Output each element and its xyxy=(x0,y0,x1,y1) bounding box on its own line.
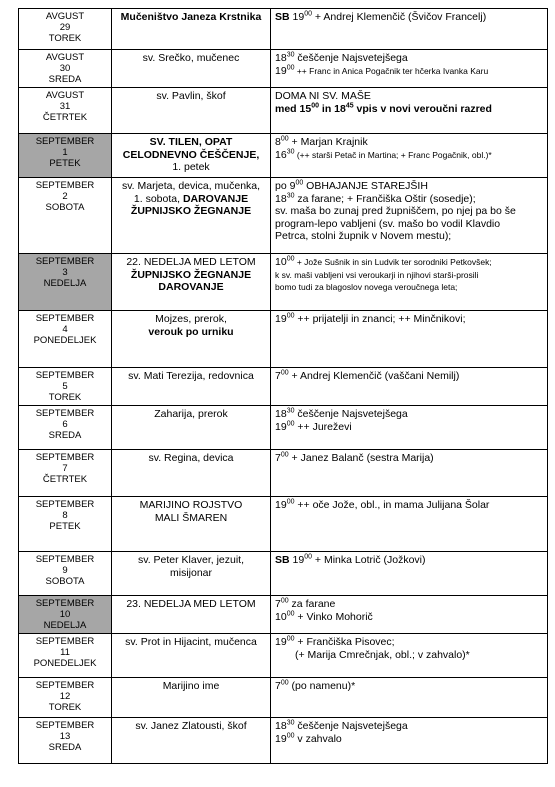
intentions-cell xyxy=(271,450,548,497)
intentions-cell xyxy=(271,596,548,634)
schedule-row xyxy=(19,311,548,368)
weekday-label: SREDA xyxy=(48,742,82,753)
schedule-row xyxy=(19,50,548,88)
text-segment: sv. Prot in Hijacint, mučenca xyxy=(125,636,257,648)
text-segment: in 18 xyxy=(318,102,346,115)
feast-cell xyxy=(112,134,271,178)
text-segment: + Frančiška Pisovec; xyxy=(294,636,395,648)
time-minutes: 00 xyxy=(304,10,312,18)
time-minutes: 00 xyxy=(286,420,295,427)
weekday-label: ČETRTEK xyxy=(42,112,88,123)
schedule-row xyxy=(19,497,548,552)
schedule-row xyxy=(19,678,548,718)
schedule-row xyxy=(19,450,548,497)
schedule-rows xyxy=(19,9,548,764)
text-segment: MARIJINO ROJSTVO xyxy=(139,499,243,511)
feast-line xyxy=(116,180,266,193)
text-segment: 7 xyxy=(275,680,281,692)
text-segment: sv. Regina, devica xyxy=(148,452,234,464)
day-number: 3 xyxy=(62,267,68,278)
time-minutes: 45 xyxy=(345,102,354,109)
intention-line xyxy=(275,149,543,162)
feast-line xyxy=(116,598,266,611)
date-cell xyxy=(19,368,112,406)
weekday-label: SREDA xyxy=(48,430,82,441)
day-number: 8 xyxy=(62,510,68,521)
text-segment: 7 xyxy=(275,370,281,382)
intention-line xyxy=(275,256,543,269)
time-minutes: 00 xyxy=(286,498,295,506)
text-segment: 10 xyxy=(275,256,287,268)
intention-line xyxy=(275,313,543,326)
feast-cell xyxy=(112,88,271,134)
weekday-label: PETEK xyxy=(49,521,81,532)
intention-line xyxy=(275,193,543,206)
text-segment: češčenje Najsvetejšega xyxy=(294,52,408,64)
text-segment: + Marjan Krajnik xyxy=(288,136,368,148)
intention-line xyxy=(275,218,543,231)
schedule-row xyxy=(19,406,548,450)
text-segment: 19 xyxy=(275,64,287,77)
text-segment: 19 xyxy=(289,554,305,566)
feast-line xyxy=(116,161,266,174)
text-segment: SV. TILEN, OPAT xyxy=(149,136,233,148)
month-label: AVGUST xyxy=(45,11,85,22)
month-label: SEPTEMBER xyxy=(35,720,95,731)
text-segment: v zahvalo xyxy=(294,732,342,745)
time-minutes: 00 xyxy=(280,597,289,605)
intention-line xyxy=(275,103,543,116)
schedule-row xyxy=(19,634,548,678)
text-segment: (po namenu)* xyxy=(288,680,356,692)
text-segment: sv. Marjeta, devica, mučenka, xyxy=(121,180,261,192)
text-segment: ++ prijatelji in znanci; ++ Minčnikovi; xyxy=(294,313,466,325)
date-cell xyxy=(19,311,112,368)
text-segment: Mojzes, prerok, xyxy=(155,313,227,325)
intention-line xyxy=(275,11,543,24)
time-minutes: 00 xyxy=(311,102,319,109)
month-label: SEPTEMBER xyxy=(35,180,95,191)
text-segment: 7 xyxy=(275,452,281,464)
feast-cell xyxy=(112,497,271,552)
day-number: 31 xyxy=(59,101,71,112)
text-segment: sv. Janez Zlatousti, škof xyxy=(135,720,247,732)
text-segment: češčenje Najsvetejšega xyxy=(294,720,408,732)
text-segment: 18 xyxy=(275,192,287,205)
intentions-cell xyxy=(271,678,548,718)
text-segment: + Minka Lotrič (Jožkovi) xyxy=(312,554,426,566)
text-segment: 19 xyxy=(289,11,305,23)
feast-cell xyxy=(112,596,271,634)
weekday-label: PETEK xyxy=(49,158,81,169)
text-segment: med 15 xyxy=(275,102,312,115)
text-segment: + Andrej Klemenčič (Švičov Francelj) xyxy=(312,11,487,23)
intention-line xyxy=(275,680,543,693)
intention-line xyxy=(275,636,543,649)
month-label: AVGUST xyxy=(45,52,85,63)
intention-line xyxy=(275,554,543,567)
text-segment: 18 xyxy=(275,52,287,64)
day-number: 13 xyxy=(59,731,71,742)
time-minutes: 00 xyxy=(286,312,295,320)
feast-line xyxy=(116,326,266,339)
feast-cell xyxy=(112,634,271,678)
text-segment: DAROVANJE xyxy=(182,192,249,205)
text-segment: + Vinko Mohorič xyxy=(294,610,373,623)
feast-line xyxy=(116,680,266,693)
intention-line xyxy=(275,408,543,421)
day-number: 12 xyxy=(59,691,71,702)
text-segment: k sv. maši vabljeni vsi veroukarji in njihovi starši-prosili xyxy=(275,269,479,280)
schedule-row xyxy=(19,178,548,254)
text-segment: ŽUPNIJSKO ŽEGNANJE xyxy=(130,205,252,217)
weekday-label: ČETRTEK xyxy=(42,474,88,485)
feast-line xyxy=(116,205,266,218)
intentions-cell xyxy=(271,254,548,311)
month-label: SEPTEMBER xyxy=(35,598,95,609)
text-segment: bomo tudi za blagoslov novega veroučnega leta; xyxy=(275,282,458,292)
feast-line xyxy=(116,52,266,65)
intention-line xyxy=(275,499,543,512)
intention-line xyxy=(275,65,543,78)
text-segment: 19 xyxy=(275,499,287,511)
schedule-row xyxy=(19,596,548,634)
intention-line xyxy=(275,52,543,65)
intention-line xyxy=(275,598,543,611)
time-minutes: 00 xyxy=(286,732,295,739)
month-label: AVGUST xyxy=(45,90,85,101)
month-label: SEPTEMBER xyxy=(35,680,95,691)
parish-schedule-table xyxy=(18,8,548,764)
text-segment: 1. petek xyxy=(172,161,210,173)
text-segment: program-lepo vabljeni (sv. mašo bo vodil Klavdio xyxy=(275,217,501,230)
intentions-cell xyxy=(271,9,548,50)
date-cell xyxy=(19,596,112,634)
feast-cell xyxy=(112,9,271,50)
feast-cell xyxy=(112,678,271,718)
intention-line xyxy=(275,205,543,218)
feast-line xyxy=(116,11,266,24)
intention-line xyxy=(275,180,543,193)
time-minutes: 00 xyxy=(286,610,295,617)
day-number: 7 xyxy=(62,463,68,474)
day-number: 10 xyxy=(59,609,71,620)
text-segment: 18 xyxy=(275,720,287,732)
text-segment: 18 xyxy=(275,408,287,420)
feast-cell xyxy=(112,406,271,450)
date-cell xyxy=(19,134,112,178)
text-segment: 19 xyxy=(275,636,287,648)
text-segment: + Jože Sušnik in sin Ludvik ter sorodniki Petkovšek; xyxy=(294,257,492,267)
day-number: 11 xyxy=(60,647,70,658)
intentions-cell xyxy=(271,88,548,134)
feast-line xyxy=(116,256,266,269)
schedule-row xyxy=(19,9,548,50)
text-segment: SB xyxy=(275,554,290,566)
month-label: SEPTEMBER xyxy=(35,499,95,510)
text-segment: DAROVANJE xyxy=(158,281,224,293)
date-cell xyxy=(19,178,112,254)
intention-line xyxy=(275,269,543,282)
time-minutes: 00 xyxy=(280,679,289,687)
text-segment: sv. maša bo zunaj pred župniščem, po njej pa bo še xyxy=(275,205,516,217)
text-segment: 19 xyxy=(275,732,287,745)
feast-cell xyxy=(112,254,271,311)
time-minutes: 30 xyxy=(286,192,295,199)
feast-line xyxy=(116,313,266,326)
weekday-label: TOREK xyxy=(48,702,82,713)
time-minutes: 00 xyxy=(280,451,289,459)
schedule-row xyxy=(19,552,548,596)
text-segment: Mučeništvo Janeza Krstnika xyxy=(120,11,262,23)
text-segment: verouk po urniku xyxy=(148,325,234,338)
text-segment: sv. Srečko, mučenec xyxy=(142,52,240,64)
intentions-cell xyxy=(271,311,548,368)
date-cell xyxy=(19,450,112,497)
time-minutes: 30 xyxy=(286,407,295,415)
intentions-cell xyxy=(271,497,548,552)
intention-line xyxy=(275,370,543,383)
month-label: SEPTEMBER xyxy=(35,370,95,381)
text-segment: CELODNEVNO ČEŠČENJE, xyxy=(122,148,260,161)
day-number: 9 xyxy=(62,565,68,576)
text-segment: (++ starši Petač in Martina; + Franc Pogačnik, obl.)* xyxy=(294,149,492,160)
text-segment: 16 xyxy=(275,148,287,161)
feast-line xyxy=(116,149,266,162)
text-segment: sv. Pavlin, škof xyxy=(156,90,226,102)
feast-line xyxy=(116,136,266,149)
text-segment: Zaharija, prerok xyxy=(154,408,228,420)
text-segment: DOMA NI SV. MAŠE xyxy=(275,90,371,102)
weekday-label: PONEDELJEK xyxy=(33,658,97,669)
feast-cell xyxy=(112,50,271,88)
feast-line xyxy=(116,193,266,206)
day-number: 1 xyxy=(62,147,68,158)
weekday-label: SOBOTA xyxy=(45,576,85,587)
weekday-label: TOREK xyxy=(48,392,82,403)
text-segment: Marijino ime xyxy=(162,680,220,692)
weekday-label: NEDELJA xyxy=(43,278,87,289)
intentions-cell xyxy=(271,406,548,450)
text-segment: 10 xyxy=(275,610,287,623)
weekday-label: SOBOTA xyxy=(45,202,85,213)
time-minutes: 00 xyxy=(286,635,295,643)
text-segment: sv. Mati Terezija, redovnica xyxy=(128,370,254,382)
feast-cell xyxy=(112,450,271,497)
intention-line xyxy=(275,281,543,294)
feast-line xyxy=(116,408,266,421)
intention-line xyxy=(275,733,543,746)
date-cell xyxy=(19,50,112,88)
feast-line xyxy=(116,720,266,733)
text-segment: + Andrej Klemenčič (vaščani Nemilj) xyxy=(288,370,460,382)
intentions-cell xyxy=(271,50,548,88)
day-number: 6 xyxy=(62,419,68,430)
schedule-row xyxy=(19,134,548,178)
intentions-cell xyxy=(271,552,548,596)
date-cell xyxy=(19,497,112,552)
month-label: SEPTEMBER xyxy=(35,452,95,463)
time-minutes: 00 xyxy=(280,135,289,143)
time-minutes: 00 xyxy=(280,369,289,377)
text-segment: OBHAJANJE STAREJŠIH xyxy=(303,180,428,192)
weekday-label: TOREK xyxy=(48,33,82,44)
feast-cell xyxy=(112,552,271,596)
text-segment: za farane; + Frančiška Oštir (sosedje); xyxy=(294,192,476,205)
intention-line xyxy=(275,720,543,733)
day-number: 30 xyxy=(59,63,71,74)
text-segment: SB xyxy=(275,11,290,23)
intention-line xyxy=(275,421,543,434)
intentions-cell xyxy=(271,178,548,254)
feast-line xyxy=(116,90,266,103)
text-segment: ++ Jureževi xyxy=(294,420,352,433)
month-label: SEPTEMBER xyxy=(35,313,95,324)
feast-cell xyxy=(112,368,271,406)
text-segment: Petrca, stolni župnik v Novem mestu); xyxy=(275,230,452,242)
date-cell xyxy=(19,634,112,678)
feast-line xyxy=(116,636,266,649)
intentions-cell xyxy=(271,134,548,178)
text-segment: 1. sobota, xyxy=(133,192,183,205)
text-segment: 8 xyxy=(275,136,281,148)
month-label: SEPTEMBER xyxy=(35,408,95,419)
intentions-cell xyxy=(271,634,548,678)
date-cell xyxy=(19,88,112,134)
date-cell xyxy=(19,254,112,311)
date-cell xyxy=(19,552,112,596)
feast-line xyxy=(116,452,266,465)
intention-line xyxy=(275,136,543,149)
day-number: 5 xyxy=(62,381,68,392)
feast-line xyxy=(116,499,266,512)
text-segment: 22. NEDELJA MED LETOM xyxy=(126,256,256,268)
weekday-label: SREDA xyxy=(48,74,82,85)
day-number: 2 xyxy=(62,191,68,202)
intentions-cell xyxy=(271,368,548,406)
text-segment: po 9 xyxy=(275,180,296,192)
time-minutes: 30 xyxy=(286,719,295,727)
text-segment: za farane xyxy=(288,598,336,610)
day-number: 29 xyxy=(59,22,71,33)
text-segment: 19 xyxy=(275,420,287,433)
text-segment: (+ Marija Cmrečnjak, obl.; v zahvalo)* xyxy=(295,648,470,661)
weekday-label: PONEDELJEK xyxy=(33,335,97,346)
month-label: SEPTEMBER xyxy=(35,554,95,565)
text-segment: MALI ŠMAREN xyxy=(154,511,228,524)
feast-cell xyxy=(112,718,271,764)
intention-line xyxy=(275,452,543,465)
feast-line xyxy=(116,370,266,383)
time-minutes: 30 xyxy=(286,51,295,59)
time-minutes: 30 xyxy=(286,148,295,155)
time-minutes: 00 xyxy=(304,553,312,561)
feast-line xyxy=(116,554,266,579)
text-segment: ++ oče Jože, obl., in mama Julijana Šolar xyxy=(294,499,490,511)
date-cell xyxy=(19,678,112,718)
text-segment: ŽUPNIJSKO ŽEGNANJE xyxy=(130,268,252,281)
date-cell xyxy=(19,718,112,764)
intention-line xyxy=(275,230,543,243)
time-minutes: 00 xyxy=(295,179,304,187)
text-segment: ++ Franc in Anica Pogačnik ter hčerka Ivanka Karu xyxy=(294,65,489,76)
day-number: 4 xyxy=(62,324,68,335)
schedule-row xyxy=(19,88,548,134)
time-minutes: 00 xyxy=(286,64,295,71)
feast-cell xyxy=(112,311,271,368)
schedule-row xyxy=(19,254,548,311)
text-segment: 23. NEDELJA MED LETOM xyxy=(126,598,256,610)
weekday-label: NEDELJA xyxy=(43,620,87,631)
month-label: SEPTEMBER xyxy=(35,636,95,647)
text-segment: češčenje Najsvetejšega xyxy=(294,408,408,420)
feast-line xyxy=(116,281,266,294)
feast-line xyxy=(116,512,266,525)
date-cell xyxy=(19,9,112,50)
month-label: SEPTEMBER xyxy=(35,256,95,267)
text-segment: 7 xyxy=(275,598,281,610)
feast-line xyxy=(116,269,266,282)
intention-line xyxy=(275,90,543,103)
date-cell xyxy=(19,406,112,450)
intentions-cell xyxy=(271,718,548,764)
text-segment: sv. Peter Klaver, jezuit, misijonar xyxy=(137,554,244,579)
intention-line xyxy=(275,649,543,662)
time-minutes: 00 xyxy=(286,255,295,263)
schedule-row xyxy=(19,368,548,406)
text-segment: vpis v novi veroučni razred xyxy=(353,102,492,115)
schedule-row xyxy=(19,718,548,764)
month-label: SEPTEMBER xyxy=(35,136,95,147)
text-segment: 19 xyxy=(275,313,287,325)
feast-cell xyxy=(112,178,271,254)
text-segment: + Janez Balanč (sestra Marija) xyxy=(288,452,434,464)
intention-line xyxy=(275,611,543,624)
